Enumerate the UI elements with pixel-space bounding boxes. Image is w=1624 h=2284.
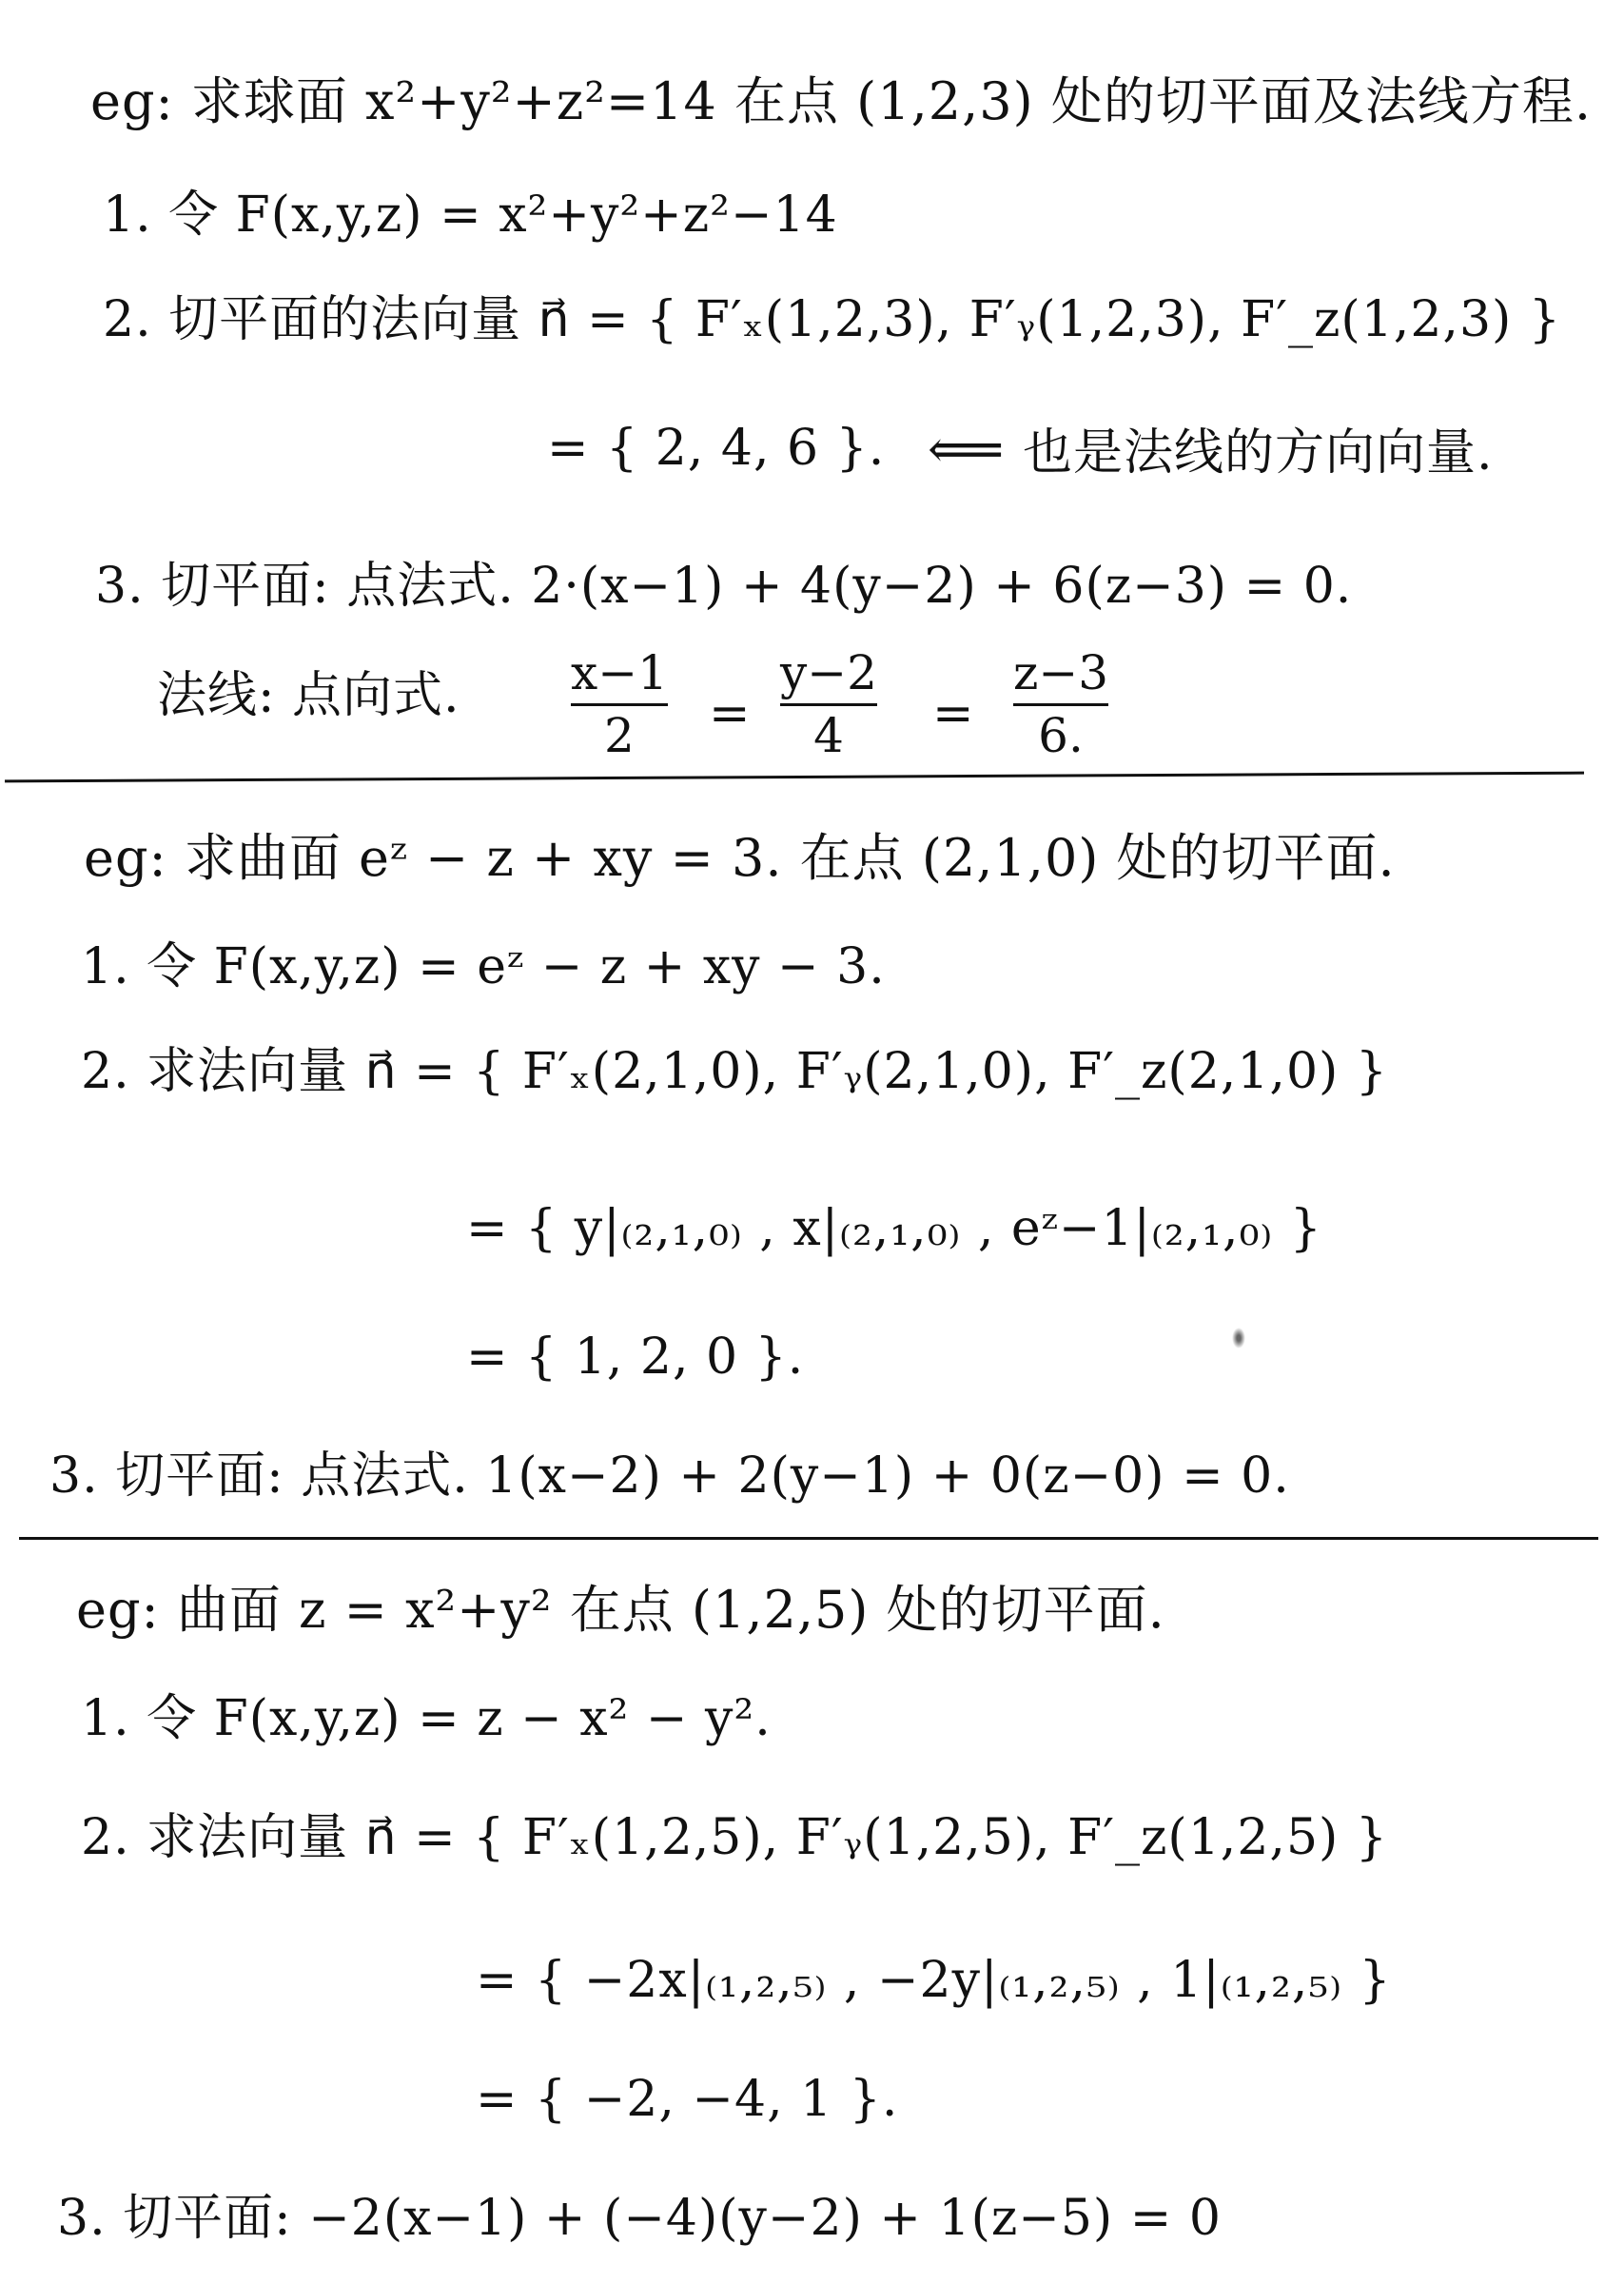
example3-step3: 3. 切平面: −2(x−1) + (−4)(y−2) + 1(z−5) = 0 <box>57 2190 1222 2247</box>
fraction-z-denominator: 6. <box>1038 708 1084 763</box>
fraction-x <box>571 647 668 762</box>
example3-step2-evaluated: = { −2x|₍₁,₂,₅₎ , −2y|₍₁,₂,₅₎ , 1|₍₁,₂,₅₎ } <box>476 1952 1392 2009</box>
example1-step2-result: = { 2, 4, 6 }. <box>547 420 886 477</box>
fraction-x-denominator: 2 <box>604 708 635 763</box>
example3-title: eg: 曲面 z = x²+y² 在点 (1,2,5) 处的切平面. <box>76 1580 1165 1640</box>
example2-step2: 2. 求法向量 n⃗ = { F′ₓ(2,1,0), F′ᵧ(2,1,0), F′_z(2,1,0) } <box>81 1043 1388 1100</box>
example1-step1: 1. 令 F(x,y,z) = x²+y²+z²−14 <box>103 187 838 244</box>
example3-step1: 1. 令 F(x,y,z) = z − x² − y². <box>81 1690 772 1747</box>
left-arrow-icon: ⟸ <box>928 419 1005 481</box>
example1-step3: 3. 切平面: 点法式. 2·(x−1) + 4(y−2) + 6(z−3) = 0. <box>95 558 1353 615</box>
example1-step2: 2. 切平面的法向量 n⃗ = { F′ₓ(1,2,3), F′ᵧ(1,2,3), F′_z(1,2,3) } <box>103 291 1561 348</box>
fraction-z <box>1013 647 1108 762</box>
fraction-x-numerator: x−1 <box>571 645 668 700</box>
example2-step2-evaluated: = { y|₍₂,₁,₀₎ , x|₍₂,₁,₀₎ , eᶻ−1|₍₂,₁,₀₎ } <box>466 1200 1322 1257</box>
fraction-y <box>780 647 877 762</box>
example3-step2: 2. 求法向量 n⃗ = { F′ₓ(1,2,5), F′ᵧ(1,2,5), F′_z(1,2,5) } <box>81 1809 1388 1866</box>
fraction-bar <box>780 703 877 706</box>
example2-title: eg: 求曲面 eᶻ − z + xy = 3. 在点 (2,1,0) 处的切平面. <box>84 828 1396 888</box>
example1-title: eg: 求球面 x²+y²+z²=14 在点 (1,2,3) 处的切平面及法线方程. <box>90 71 1593 131</box>
fraction-y-numerator: y−2 <box>780 645 877 700</box>
paper-speck <box>1232 1328 1245 1349</box>
section-divider <box>5 772 1584 783</box>
example3-step2-result: = { −2, −4, 1 }. <box>476 2071 899 2128</box>
fraction-y-denominator: 4 <box>813 708 844 763</box>
example2-step1: 1. 令 F(x,y,z) = eᶻ − z + xy − 3. <box>81 938 886 995</box>
example2-step2-result: = { 1, 2, 0 }. <box>466 1329 805 1386</box>
example2-step3: 3. 切平面: 点法式. 1(x−2) + 2(y−1) + 0(z−0) = 0. <box>49 1447 1290 1505</box>
example1-normal-line-label: 法线: 点向式. <box>157 667 460 724</box>
fraction-bar <box>1013 703 1108 706</box>
fraction-z-numerator: z−3 <box>1013 645 1109 700</box>
equals-sign: = <box>709 685 751 742</box>
equals-sign: = <box>932 685 974 742</box>
section-divider <box>19 1537 1598 1540</box>
fraction-bar <box>571 703 668 706</box>
example1-arrow-note: 也是法线的方向向量. <box>1023 424 1494 482</box>
